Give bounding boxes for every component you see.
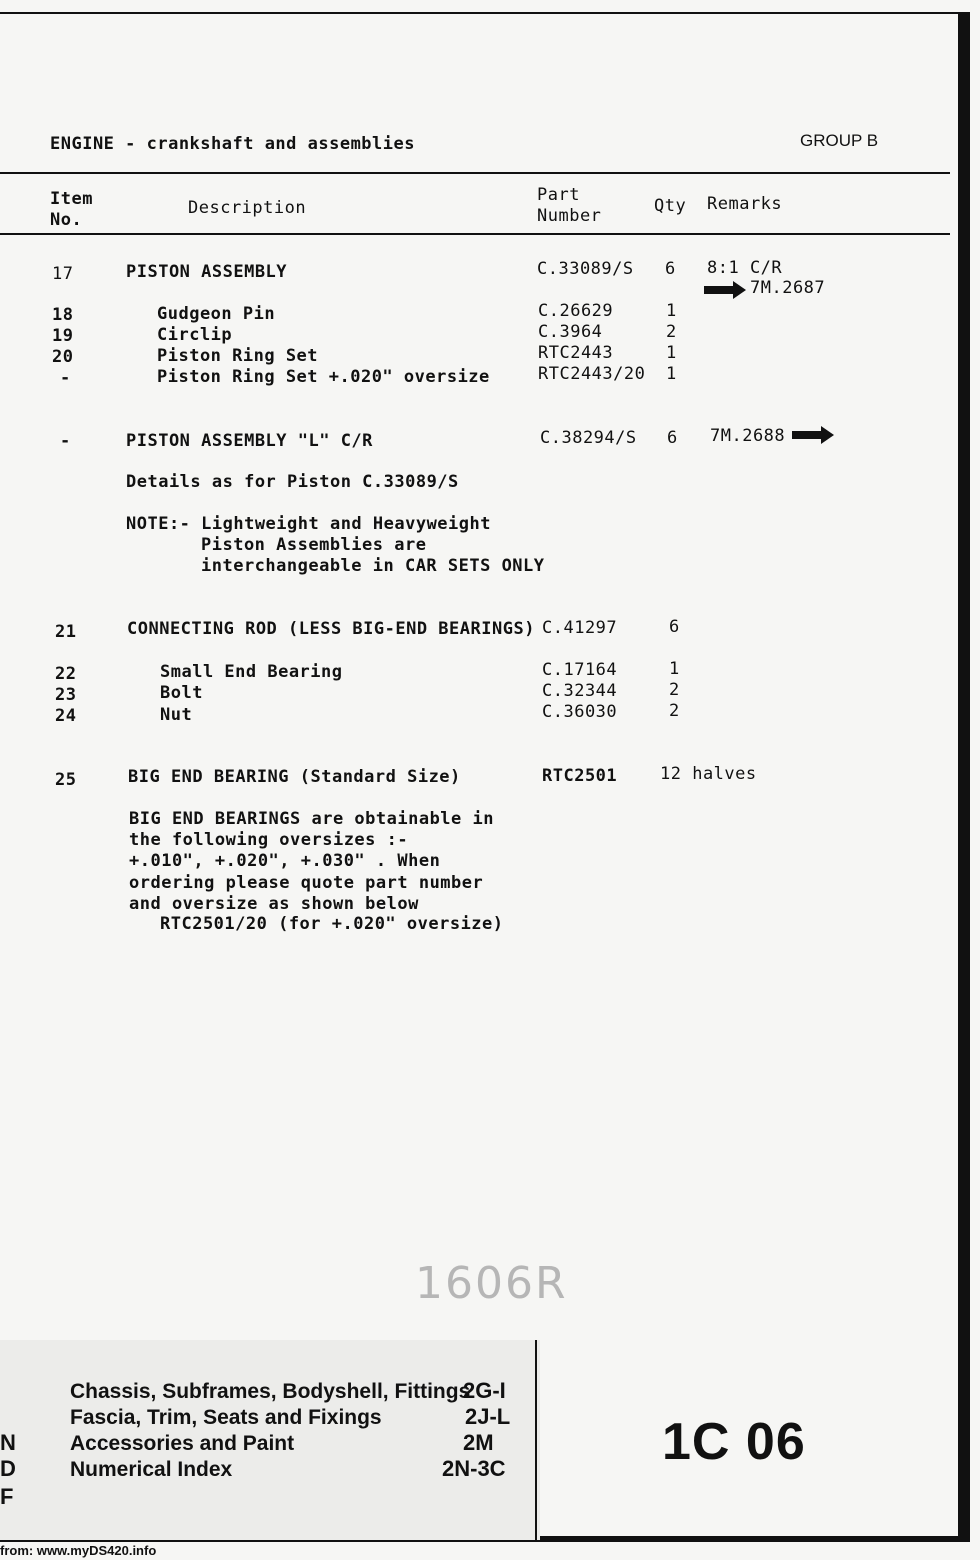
- description: Circlip: [157, 325, 233, 345]
- part-number: RTC2501: [542, 766, 618, 786]
- part-number: C.36030: [542, 702, 618, 722]
- item-no: 23: [55, 685, 77, 705]
- col-qty: Qty: [654, 196, 687, 216]
- quantity: 1: [666, 364, 677, 384]
- description: BIG END BEARING (Standard Size): [128, 767, 461, 787]
- remarks-mod: 7M.2687: [750, 278, 826, 298]
- fiche-code: 1C 06: [662, 1413, 806, 1471]
- item-no: 22: [55, 664, 77, 684]
- part-number: C.17164: [542, 660, 618, 680]
- edge-letter: F: [0, 1484, 14, 1509]
- col-item-line2: No.: [50, 210, 83, 230]
- description: Small End Bearing: [160, 662, 343, 682]
- arrow-right-icon: [704, 286, 734, 294]
- item-no: 24: [55, 706, 77, 726]
- bearing-note-5: and oversize as shown below: [129, 894, 419, 914]
- arrow-right-icon: [792, 431, 822, 439]
- part-number: C.33089/S: [537, 259, 634, 279]
- edge-letter: D: [0, 1456, 16, 1481]
- part-number: C.32344: [542, 681, 618, 701]
- col-part-line1: Part: [537, 185, 580, 205]
- index-code-2: 2J-L: [465, 1404, 511, 1429]
- part-number: C.3964: [538, 322, 603, 342]
- part-number: RTC2443/20: [538, 364, 646, 384]
- quantity: 1: [669, 659, 680, 679]
- index-code-4: 2N-3C: [442, 1456, 506, 1481]
- quantity: 2: [666, 322, 677, 342]
- edge-letter: N: [0, 1430, 16, 1455]
- quantity: 6: [667, 428, 678, 448]
- bearing-note-4: ordering please quote part number: [129, 873, 484, 893]
- note-line-2: Piston Assemblies are: [201, 535, 427, 555]
- description: Piston Ring Set +.020" oversize: [157, 367, 490, 387]
- index-code-1: 2G-I: [463, 1378, 506, 1403]
- quantity: 2: [669, 680, 680, 700]
- details-note: Details as for Piston C.33089/S: [126, 472, 459, 492]
- item-no: 18: [52, 305, 74, 325]
- bearing-note-6: RTC2501/20 (for +.020" oversize): [160, 914, 504, 934]
- col-remarks: Remarks: [707, 194, 783, 214]
- handwritten-mark: 1606R: [415, 1258, 568, 1309]
- quantity: 1: [666, 301, 677, 321]
- item-no: 25: [55, 770, 77, 790]
- quantity: 1: [666, 343, 677, 363]
- index-code-3: 2M: [463, 1430, 494, 1455]
- quantity: 6: [665, 259, 676, 279]
- item-no: -: [60, 368, 71, 388]
- quantity: 12 halves: [660, 764, 757, 784]
- description: Nut: [160, 705, 193, 725]
- bearing-note-1: BIG END BEARINGS are obtainable in: [129, 809, 494, 829]
- index-label-3: Accessories and Paint: [70, 1432, 295, 1455]
- part-number: RTC2443: [538, 343, 614, 363]
- description: Gudgeon Pin: [157, 304, 276, 324]
- description: PISTON ASSEMBLY: [126, 262, 288, 282]
- bearing-note-2: the following oversizes :-: [129, 830, 409, 850]
- part-number: C.26629: [538, 301, 614, 321]
- item-no: 21: [55, 622, 77, 642]
- part-number: C.41297: [542, 618, 618, 638]
- col-description: Description: [188, 198, 307, 218]
- bearing-note-3: +.010", +.020", +.030" . When: [129, 851, 441, 871]
- quantity: 6: [669, 617, 680, 637]
- index-label-4: Numerical Index: [70, 1458, 233, 1481]
- col-part-line2: Number: [537, 206, 602, 226]
- group-label: GROUP B: [800, 131, 879, 150]
- description: PISTON ASSEMBLY "L" C/R: [126, 431, 373, 451]
- index-label-2: Fascia, Trim, Seats and Fixings: [70, 1406, 382, 1429]
- item-no: 19: [52, 326, 74, 346]
- description: Bolt: [160, 683, 203, 703]
- remarks: 8:1 C/R: [707, 258, 783, 278]
- description: Piston Ring Set: [157, 346, 319, 366]
- part-number: C.38294/S: [540, 428, 637, 448]
- item-no: -: [60, 431, 71, 451]
- item-no: 20: [52, 347, 74, 367]
- source-credit: from: www.myDS420.info: [0, 1543, 157, 1558]
- remarks: 7M.2688: [710, 426, 786, 446]
- note-line-3: interchangeable in CAR SETS ONLY: [201, 556, 545, 576]
- note-line-1: NOTE:- Lightweight and Heavyweight: [126, 514, 491, 534]
- page-title: ENGINE - crankshaft and assemblies: [50, 134, 415, 154]
- index-label-1: Chassis, Subframes, Bodyshell, Fittings: [70, 1380, 471, 1403]
- description: CONNECTING ROD (LESS BIG-END BEARINGS): [127, 619, 535, 639]
- col-item-line1: Item: [50, 189, 93, 209]
- item-no: 17: [52, 264, 74, 284]
- quantity: 2: [669, 701, 680, 721]
